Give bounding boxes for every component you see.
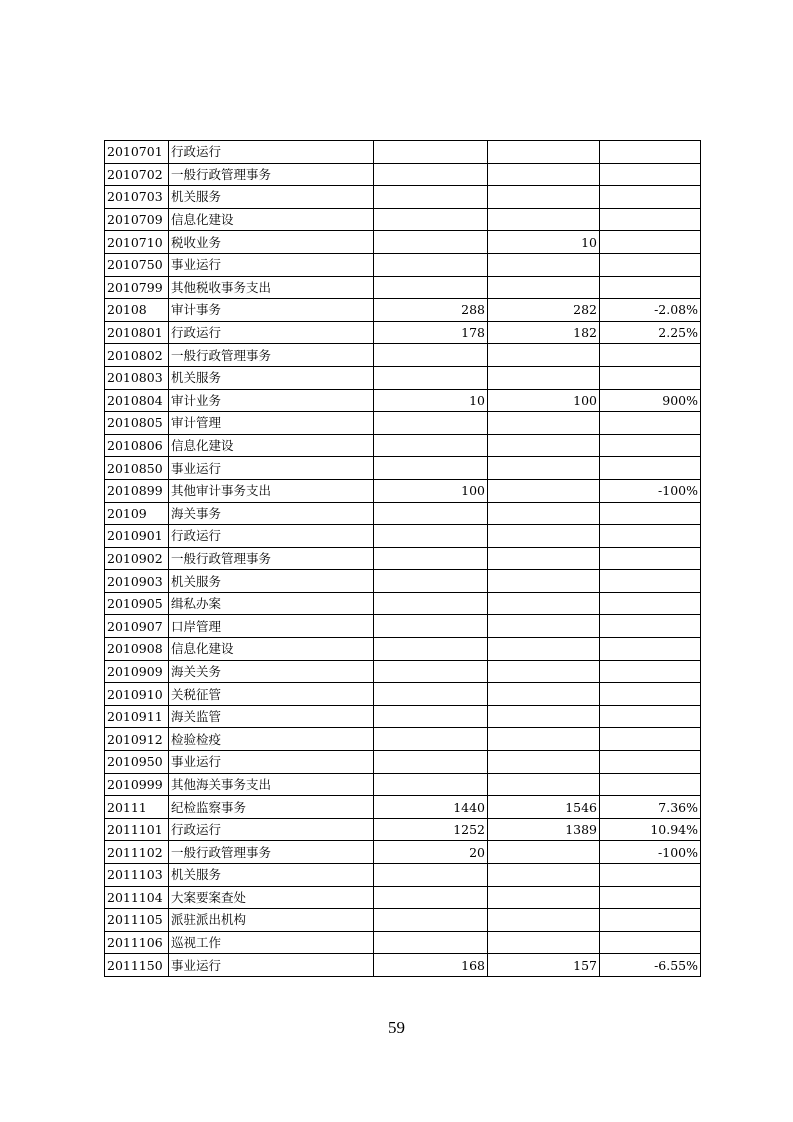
value-1-cell bbox=[374, 276, 488, 299]
value-2-cell: 282 bbox=[488, 299, 600, 322]
table-row bbox=[105, 615, 701, 638]
value-1-cell bbox=[374, 547, 488, 570]
subject-name-cell: 信息化建设 bbox=[169, 208, 374, 231]
subject-name-cell: 事业运行 bbox=[169, 253, 374, 276]
value-1-cell bbox=[374, 728, 488, 751]
subject-name-cell: 海关关务 bbox=[169, 660, 374, 683]
subject-name-cell: 审计管理 bbox=[169, 412, 374, 435]
change-rate-cell bbox=[600, 683, 701, 706]
table-row bbox=[105, 344, 701, 367]
subject-name-cell: 海关监管 bbox=[169, 705, 374, 728]
table-row bbox=[105, 818, 701, 841]
value-2-cell bbox=[488, 525, 600, 548]
table-row bbox=[105, 660, 701, 683]
subject-code-cell: 2011106 bbox=[105, 931, 169, 954]
value-1-cell bbox=[374, 525, 488, 548]
subject-code-cell: 2010908 bbox=[105, 638, 169, 661]
subject-code-cell: 2010905 bbox=[105, 592, 169, 615]
subject-code-cell: 2010702 bbox=[105, 163, 169, 186]
change-rate-cell: 2.25% bbox=[600, 321, 701, 344]
subject-name-cell: 口岸管理 bbox=[169, 615, 374, 638]
subject-name-cell: 缉私办案 bbox=[169, 592, 374, 615]
value-1-cell: 1440 bbox=[374, 796, 488, 819]
subject-name-cell: 纪检监察事务 bbox=[169, 796, 374, 819]
table-row bbox=[105, 389, 701, 412]
change-rate-cell bbox=[600, 141, 701, 164]
value-2-cell bbox=[488, 502, 600, 525]
table-row bbox=[105, 751, 701, 774]
subject-code-cell: 2010901 bbox=[105, 525, 169, 548]
change-rate-cell: 7.36% bbox=[600, 796, 701, 819]
change-rate-cell bbox=[600, 231, 701, 254]
value-2-cell bbox=[488, 931, 600, 954]
change-rate-cell bbox=[600, 457, 701, 480]
subject-name-cell: 海关事务 bbox=[169, 502, 374, 525]
change-rate-cell bbox=[600, 163, 701, 186]
value-1-cell bbox=[374, 570, 488, 593]
value-2-cell bbox=[488, 412, 600, 435]
change-rate-cell: 10.94% bbox=[600, 818, 701, 841]
table-row bbox=[105, 366, 701, 389]
table-row bbox=[105, 412, 701, 435]
value-2-cell: 1389 bbox=[488, 818, 600, 841]
subject-code-cell: 2010802 bbox=[105, 344, 169, 367]
change-rate-cell bbox=[600, 705, 701, 728]
value-2-cell bbox=[488, 366, 600, 389]
table-row bbox=[105, 773, 701, 796]
value-2-cell bbox=[488, 683, 600, 706]
value-1-cell bbox=[374, 163, 488, 186]
subject-code-cell: 2010850 bbox=[105, 457, 169, 480]
table-row bbox=[105, 163, 701, 186]
value-2-cell bbox=[488, 344, 600, 367]
subject-code-cell: 2010799 bbox=[105, 276, 169, 299]
value-1-cell bbox=[374, 434, 488, 457]
value-1-cell bbox=[374, 141, 488, 164]
subject-code-cell: 2010911 bbox=[105, 705, 169, 728]
table-row bbox=[105, 864, 701, 887]
value-2-cell bbox=[488, 253, 600, 276]
value-2-cell bbox=[488, 728, 600, 751]
subject-name-cell: 其他海关事务支出 bbox=[169, 773, 374, 796]
value-1-cell bbox=[374, 502, 488, 525]
value-2-cell: 10 bbox=[488, 231, 600, 254]
value-2-cell bbox=[488, 660, 600, 683]
value-1-cell: 178 bbox=[374, 321, 488, 344]
value-2-cell: 182 bbox=[488, 321, 600, 344]
table-row bbox=[105, 570, 701, 593]
subject-name-cell: 一般行政管理事务 bbox=[169, 547, 374, 570]
value-2-cell bbox=[488, 886, 600, 909]
change-rate-cell bbox=[600, 186, 701, 209]
value-2-cell bbox=[488, 615, 600, 638]
value-2-cell: 1546 bbox=[488, 796, 600, 819]
change-rate-cell: -100% bbox=[600, 841, 701, 864]
subject-name-cell: 事业运行 bbox=[169, 954, 374, 977]
change-rate-cell bbox=[600, 660, 701, 683]
change-rate-cell: 900% bbox=[600, 389, 701, 412]
table-row bbox=[105, 796, 701, 819]
change-rate-cell bbox=[600, 525, 701, 548]
subject-code-cell: 2011101 bbox=[105, 818, 169, 841]
change-rate-cell bbox=[600, 412, 701, 435]
change-rate-cell bbox=[600, 592, 701, 615]
change-rate-cell: -100% bbox=[600, 479, 701, 502]
subject-code-cell: 2011103 bbox=[105, 864, 169, 887]
subject-name-cell: 行政运行 bbox=[169, 818, 374, 841]
table-row bbox=[105, 638, 701, 661]
subject-code-cell: 2011102 bbox=[105, 841, 169, 864]
change-rate-cell bbox=[600, 502, 701, 525]
subject-code-cell: 2010803 bbox=[105, 366, 169, 389]
table-row bbox=[105, 253, 701, 276]
table-row bbox=[105, 502, 701, 525]
table-row bbox=[105, 909, 701, 932]
value-1-cell bbox=[374, 683, 488, 706]
subject-name-cell: 一般行政管理事务 bbox=[169, 841, 374, 864]
subject-name-cell: 审计事务 bbox=[169, 299, 374, 322]
value-2-cell bbox=[488, 841, 600, 864]
table-row bbox=[105, 886, 701, 909]
subject-code-cell: 2011150 bbox=[105, 954, 169, 977]
value-2-cell bbox=[488, 457, 600, 480]
value-1-cell bbox=[374, 366, 488, 389]
value-2-cell bbox=[488, 570, 600, 593]
value-2-cell bbox=[488, 864, 600, 887]
budget-table-body bbox=[105, 141, 701, 977]
table-row bbox=[105, 276, 701, 299]
value-1-cell bbox=[374, 705, 488, 728]
subject-code-cell: 2010805 bbox=[105, 412, 169, 435]
value-2-cell bbox=[488, 705, 600, 728]
subject-code-cell: 20109 bbox=[105, 502, 169, 525]
table-row bbox=[105, 841, 701, 864]
subject-code-cell: 2010806 bbox=[105, 434, 169, 457]
subject-name-cell: 机关服务 bbox=[169, 186, 374, 209]
value-1-cell bbox=[374, 186, 488, 209]
value-1-cell: 20 bbox=[374, 841, 488, 864]
subject-name-cell: 税收业务 bbox=[169, 231, 374, 254]
subject-code-cell: 20108 bbox=[105, 299, 169, 322]
subject-name-cell: 派驻派出机构 bbox=[169, 909, 374, 932]
subject-name-cell: 行政运行 bbox=[169, 525, 374, 548]
value-2-cell bbox=[488, 751, 600, 774]
subject-name-cell: 行政运行 bbox=[169, 141, 374, 164]
subject-code-cell: 2010912 bbox=[105, 728, 169, 751]
subject-code-cell: 20111 bbox=[105, 796, 169, 819]
table-row bbox=[105, 208, 701, 231]
subject-code-cell: 2010710 bbox=[105, 231, 169, 254]
subject-code-cell: 2010999 bbox=[105, 773, 169, 796]
subject-name-cell: 一般行政管理事务 bbox=[169, 163, 374, 186]
subject-code-cell: 2010950 bbox=[105, 751, 169, 774]
change-rate-cell bbox=[600, 434, 701, 457]
value-1-cell bbox=[374, 208, 488, 231]
value-1-cell bbox=[374, 886, 488, 909]
change-rate-cell bbox=[600, 366, 701, 389]
value-1-cell bbox=[374, 751, 488, 774]
value-2-cell bbox=[488, 479, 600, 502]
table-row bbox=[105, 705, 701, 728]
value-2-cell bbox=[488, 141, 600, 164]
subject-code-cell: 2010902 bbox=[105, 547, 169, 570]
table-row bbox=[105, 479, 701, 502]
value-2-cell bbox=[488, 434, 600, 457]
subject-code-cell: 2010801 bbox=[105, 321, 169, 344]
change-rate-cell bbox=[600, 208, 701, 231]
table-row bbox=[105, 683, 701, 706]
value-1-cell bbox=[374, 592, 488, 615]
table-row bbox=[105, 299, 701, 322]
value-2-cell bbox=[488, 592, 600, 615]
subject-name-cell: 机关服务 bbox=[169, 570, 374, 593]
table-row bbox=[105, 434, 701, 457]
value-1-cell bbox=[374, 457, 488, 480]
value-1-cell: 10 bbox=[374, 389, 488, 412]
value-2-cell bbox=[488, 773, 600, 796]
subject-code-cell: 2010750 bbox=[105, 253, 169, 276]
change-rate-cell bbox=[600, 547, 701, 570]
subject-name-cell: 信息化建设 bbox=[169, 434, 374, 457]
change-rate-cell bbox=[600, 864, 701, 887]
value-2-cell bbox=[488, 638, 600, 661]
subject-name-cell: 审计业务 bbox=[169, 389, 374, 412]
change-rate-cell bbox=[600, 931, 701, 954]
table-row bbox=[105, 592, 701, 615]
change-rate-cell bbox=[600, 728, 701, 751]
value-1-cell bbox=[374, 931, 488, 954]
subject-code-cell: 2011104 bbox=[105, 886, 169, 909]
table-row bbox=[105, 525, 701, 548]
value-2-cell: 157 bbox=[488, 954, 600, 977]
subject-code-cell: 2010907 bbox=[105, 615, 169, 638]
subject-name-cell: 信息化建设 bbox=[169, 638, 374, 661]
subject-name-cell: 大案要案查处 bbox=[169, 886, 374, 909]
change-rate-cell bbox=[600, 276, 701, 299]
subject-name-cell: 其他税收事务支出 bbox=[169, 276, 374, 299]
subject-code-cell: 2010703 bbox=[105, 186, 169, 209]
value-2-cell: 100 bbox=[488, 389, 600, 412]
value-1-cell bbox=[374, 344, 488, 367]
subject-name-cell: 关税征管 bbox=[169, 683, 374, 706]
subject-code-cell: 2010899 bbox=[105, 479, 169, 502]
value-1-cell bbox=[374, 412, 488, 435]
value-2-cell bbox=[488, 163, 600, 186]
value-1-cell: 1252 bbox=[374, 818, 488, 841]
change-rate-cell bbox=[600, 253, 701, 276]
table-row bbox=[105, 231, 701, 254]
subject-name-cell: 巡视工作 bbox=[169, 931, 374, 954]
table-row bbox=[105, 931, 701, 954]
subject-name-cell: 事业运行 bbox=[169, 751, 374, 774]
budget-table bbox=[104, 140, 701, 977]
change-rate-cell bbox=[600, 615, 701, 638]
table-row bbox=[105, 457, 701, 480]
change-rate-cell bbox=[600, 638, 701, 661]
value-1-cell bbox=[374, 231, 488, 254]
subject-code-cell: 2010701 bbox=[105, 141, 169, 164]
change-rate-cell bbox=[600, 773, 701, 796]
value-1-cell: 288 bbox=[374, 299, 488, 322]
subject-name-cell: 机关服务 bbox=[169, 366, 374, 389]
change-rate-cell bbox=[600, 344, 701, 367]
page-number: 59 bbox=[388, 1018, 405, 1037]
change-rate-cell: -2.08% bbox=[600, 299, 701, 322]
subject-code-cell: 2010910 bbox=[105, 683, 169, 706]
table-row bbox=[105, 186, 701, 209]
subject-code-cell: 2011105 bbox=[105, 909, 169, 932]
table-row bbox=[105, 547, 701, 570]
subject-name-cell: 其他审计事务支出 bbox=[169, 479, 374, 502]
change-rate-cell: -6.55% bbox=[600, 954, 701, 977]
subject-name-cell: 检验检疫 bbox=[169, 728, 374, 751]
table-row bbox=[105, 321, 701, 344]
subject-name-cell: 机关服务 bbox=[169, 864, 374, 887]
value-1-cell bbox=[374, 638, 488, 661]
table-row bbox=[105, 954, 701, 977]
value-2-cell bbox=[488, 547, 600, 570]
subject-name-cell: 行政运行 bbox=[169, 321, 374, 344]
value-2-cell bbox=[488, 276, 600, 299]
table-row bbox=[105, 728, 701, 751]
change-rate-cell bbox=[600, 886, 701, 909]
subject-code-cell: 2010909 bbox=[105, 660, 169, 683]
change-rate-cell bbox=[600, 751, 701, 774]
subject-name-cell: 事业运行 bbox=[169, 457, 374, 480]
subject-code-cell: 2010804 bbox=[105, 389, 169, 412]
value-1-cell bbox=[374, 773, 488, 796]
value-1-cell bbox=[374, 864, 488, 887]
value-1-cell bbox=[374, 253, 488, 276]
table-row bbox=[105, 141, 701, 164]
change-rate-cell bbox=[600, 909, 701, 932]
value-1-cell: 168 bbox=[374, 954, 488, 977]
subject-code-cell: 2010709 bbox=[105, 208, 169, 231]
value-2-cell bbox=[488, 208, 600, 231]
value-1-cell bbox=[374, 660, 488, 683]
value-1-cell bbox=[374, 615, 488, 638]
subject-code-cell: 2010903 bbox=[105, 570, 169, 593]
change-rate-cell bbox=[600, 570, 701, 593]
value-2-cell bbox=[488, 186, 600, 209]
value-1-cell: 100 bbox=[374, 479, 488, 502]
value-1-cell bbox=[374, 909, 488, 932]
subject-name-cell: 一般行政管理事务 bbox=[169, 344, 374, 367]
value-2-cell bbox=[488, 909, 600, 932]
